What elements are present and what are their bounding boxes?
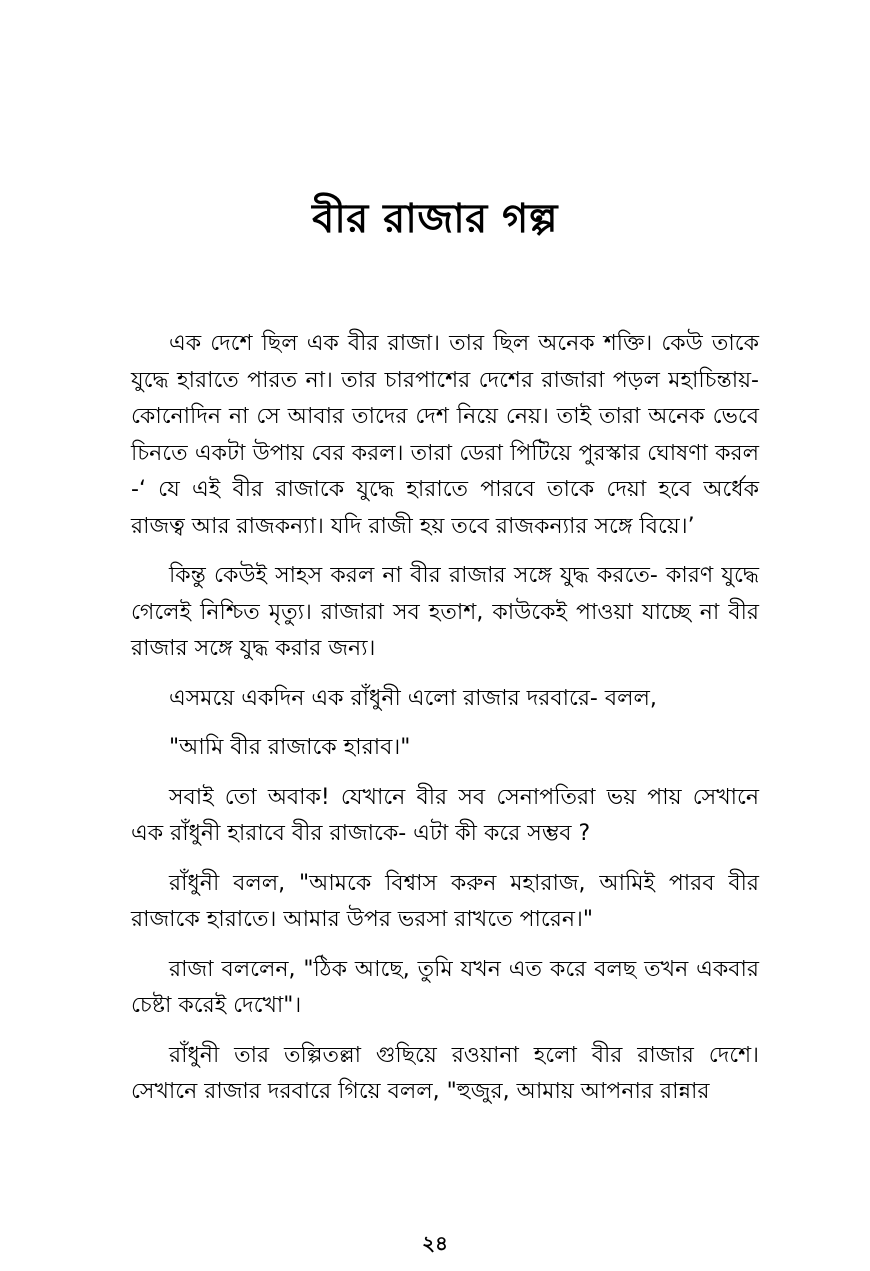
paragraph-8: রাঁধুনী তার তল্পিতল্লা গুছিয়ে রওয়ানা হলো বীর রাজার দেশে। সেখানে রাজার দরবারে গিয়ে বলল, "হুজুর, আমায় আপনার রান্নার xyxy=(131,1042,759,1104)
page-number: ২৪ xyxy=(422,1231,448,1255)
paragraph-1: এক দেশে ছিল এক বীর রাজা। তার ছিল অনেক শক্তি। কেউ তাকে যুদ্ধে হারাতে পারত না। তার চারপাশের দেশের রাজারা পড়ল মহাচিন্তায়- কোনোদিন না সে আবার তাদের দেশ নিয়ে নেয়। তাই তারা অনেক ভেবে চিনতে একটা উপায় বের করল। তারা ডেরা পিটিয়ে পুরস্কার ঘোষণা করল -‘ যে এই বীর রাজাকে যুদ্ধে হারাতে পারবে তাকে দেয়া হবে অর্ধেক রাজত্ব আর রাজকন্যা। যদি রাজী হয় তবে রাজকন্যার সঙ্গে বিয়ে।’ xyxy=(131,331,759,539)
paragraph-4: "আমি বীর রাজাকে হারাব।" xyxy=(169,735,411,760)
paragraph-7: রাজা বললেন, "ঠিক আছে, তুমি যখন এত করে বলছ তখন একবার চেষ্টা করেই দেখো"। xyxy=(131,956,759,1018)
paragraph-2: কিন্তু কেউই সাহস করল না বীর রাজার সঙ্গে যুদ্ধ করতে- কারণ যুদ্ধে গেলেই নিশ্চিত মৃত্যু। রাজারা সব হতাশ, কাউকেই পাওয়া যাচ্ছে না বীর রাজার সঙ্গে যুদ্ধ করার জন্য। xyxy=(131,563,759,661)
story-body xyxy=(131,326,759,1124)
paragraph-6: রাঁধুনী বলল, "আমকে বিশ্বাস করুন মহারাজ, আমিই পারব বীর রাজাকে হারাতে। আমার উপর ভরসা রাখতে পারেন।" xyxy=(131,870,759,932)
paragraph-3: এসময়ে একদিন এক রাঁধুনী এলো রাজার দরবারে- বলল, xyxy=(169,685,657,711)
story-title: বীর রাজার গল্প xyxy=(312,195,558,242)
paragraph-5: সবাই তো অবাক! যেখানে বীর সব সেনাপতিরা ভয় পায় সেখানে এক রাঁধুনী হারাবে বীর রাজাকে- এটা কী করে সম্ভব ? xyxy=(131,784,759,846)
